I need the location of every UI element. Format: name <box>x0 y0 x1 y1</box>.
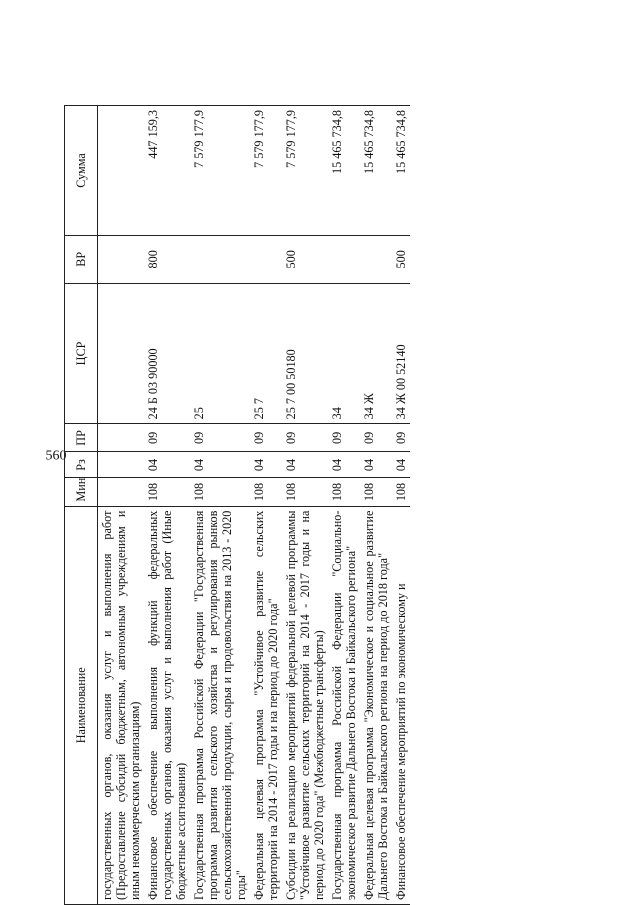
table-header <box>65 106 98 905</box>
page-number: 560 <box>45 448 67 464</box>
cell-csr: 34 <box>328 283 360 424</box>
table-row <box>282 106 328 905</box>
cell-rz: 04 <box>328 452 360 478</box>
cell-csr: 34 Ж 00 52140 <box>392 283 410 424</box>
cell-sum: 7 579 177,9 <box>250 106 282 236</box>
cell-pr: 09 <box>190 424 250 452</box>
cell-min: 108 <box>144 478 190 506</box>
cell-sum <box>98 106 145 236</box>
cell-name: Государственная программа Российской Федерации "Социально-экономическое развитие Дальнего Востока и Байкальского региона" <box>328 506 360 904</box>
cell-vr <box>190 235 250 283</box>
col-header-rz: Рз <box>65 452 98 478</box>
cell-name: государственных органов, оказания услуг и выполнения работ (Предоставление субсидий бюджетным, автономным учреждениям и иным некоммерческим организациям) <box>98 506 145 904</box>
col-header-name: Наименование <box>65 506 98 904</box>
cell-sum: 15 465 734,8 <box>328 106 360 236</box>
cell-min: 108 <box>392 478 410 506</box>
cell-name: Финансовое обеспечение выполнения функций федеральных государственных органов, оказания услуг и выполнения работ (Иные бюджетные ассигнования) <box>144 506 190 904</box>
cell-pr: 09 <box>144 424 190 452</box>
cell-name: Федеральная целевая программа "Устойчивое развитие сельских территорий на 2014 - 2017 годы и на период до 2020 года" <box>250 506 282 904</box>
cell-rz: 04 <box>190 452 250 478</box>
cell-min: 108 <box>328 478 360 506</box>
cell-sum: 15 465 734,8 <box>392 106 410 236</box>
cell-name: Финансовое обеспечение мероприятий по экономическому и <box>392 506 410 904</box>
cell-pr <box>98 424 145 452</box>
cell-rz: 04 <box>250 452 282 478</box>
cell-vr <box>360 235 392 283</box>
cell-sum: 7 579 177,9 <box>282 106 328 236</box>
table-row <box>98 106 145 905</box>
cell-pr: 09 <box>328 424 360 452</box>
cell-csr <box>98 283 145 424</box>
cell-vr <box>98 235 145 283</box>
cell-sum: 15 465 734,8 <box>360 106 392 236</box>
cell-sum: 447 159,3 <box>144 106 190 236</box>
cell-csr: 25 <box>190 283 250 424</box>
cell-rz: 04 <box>144 452 190 478</box>
col-header-vr: ВР <box>65 235 98 283</box>
cell-sum: 7 579 177,9 <box>190 106 250 236</box>
cell-rz <box>98 452 145 478</box>
cell-pr: 09 <box>392 424 410 452</box>
cell-vr: 500 <box>392 235 410 283</box>
col-header-csr: ЦСР <box>65 283 98 424</box>
cell-csr: 25 7 <box>250 283 282 424</box>
table-row <box>144 106 190 905</box>
cell-rz: 04 <box>360 452 392 478</box>
cell-pr: 09 <box>360 424 392 452</box>
cell-vr <box>250 235 282 283</box>
table-row <box>328 106 360 905</box>
cell-name: Субсидии на реализацию мероприятий федеральной целевой программы "Устойчивое развитие сельских территорий на 2014 - 2017 годы и на период до 2020 года" (Межбюджетные трансферты) <box>282 506 328 904</box>
cell-csr: 34 Ж <box>360 283 392 424</box>
cell-csr: 24 Б 03 90000 <box>144 283 190 424</box>
cell-name: Федеральная целевая программа "Экономическое и социальное развитие Дальнего Востока и Байкальского региона на период до 2018 года" <box>360 506 392 904</box>
cell-csr: 25 7 00 50180 <box>282 283 328 424</box>
cell-vr: 500 <box>282 235 328 283</box>
table-row <box>392 106 410 905</box>
cell-name: Государственная программа Российской Федерации "Государственная программа развития сельского хозяйства и регулирования рынков сельскохозяйственной продукции, сырья и продовольствия на 2013 - 2020 годы" <box>190 506 250 904</box>
cell-vr: 800 <box>144 235 190 283</box>
table-row <box>250 106 282 905</box>
cell-min: 108 <box>360 478 392 506</box>
cell-vr <box>328 235 360 283</box>
budget-table <box>64 105 410 905</box>
cell-min: 108 <box>282 478 328 506</box>
cell-min: 108 <box>190 478 250 506</box>
table-row <box>360 106 392 905</box>
cell-min: 108 <box>250 478 282 506</box>
cell-pr: 09 <box>282 424 328 452</box>
cell-rz: 04 <box>392 452 410 478</box>
col-header-sum: Сумма <box>65 106 98 236</box>
col-header-min: Мин <box>65 478 98 506</box>
cell-pr: 09 <box>250 424 282 452</box>
col-header-pr: ПР <box>65 424 98 452</box>
cell-rz: 04 <box>282 452 328 478</box>
table-row <box>190 106 250 905</box>
table-body <box>98 106 411 905</box>
cell-min <box>98 478 145 506</box>
